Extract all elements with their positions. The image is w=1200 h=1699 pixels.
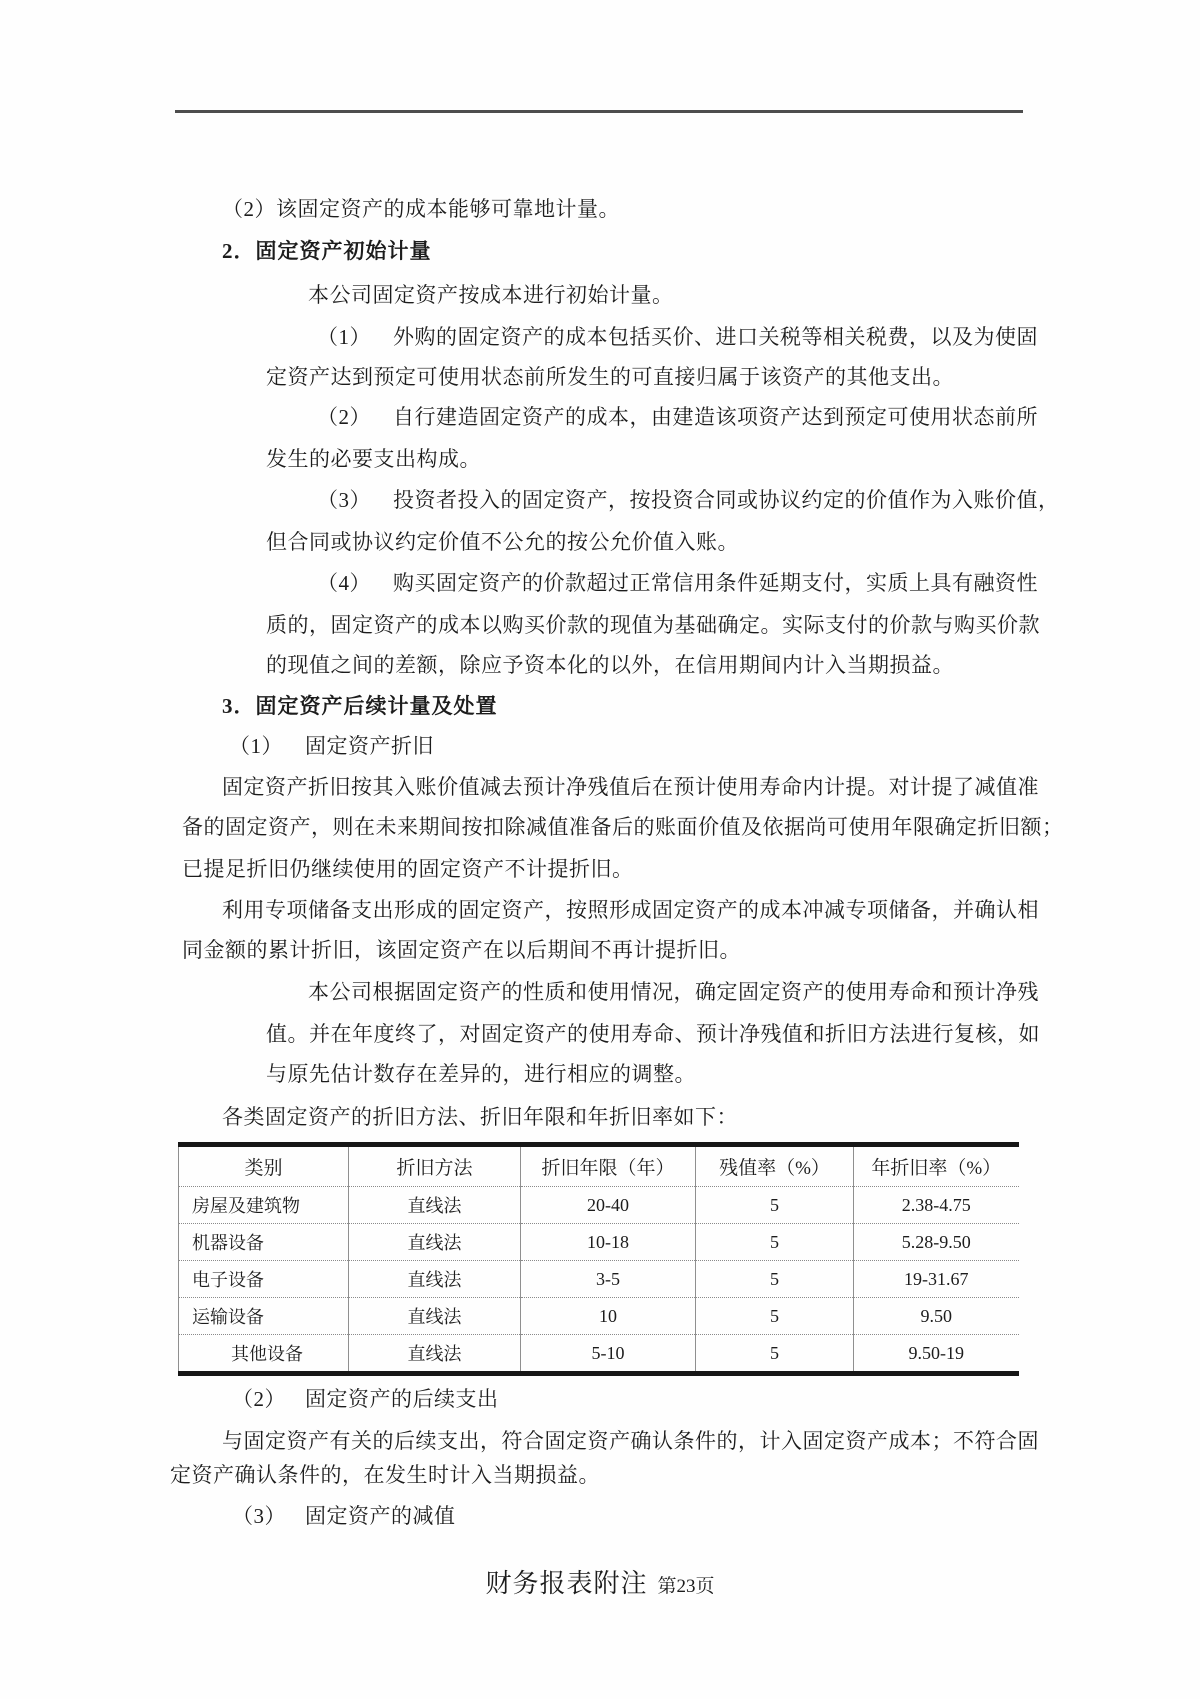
table-cell: 直线法 [349,1187,521,1224]
table-cell: 5 [696,1187,854,1224]
item-text: 购买固定资产的价款超过正常信用条件延期支付，实质上具有融资性 [393,571,1038,595]
table-cell: 其他设备 [179,1335,349,1374]
page-number: 第23页 [657,1576,715,1597]
item-number: （2） [317,405,371,429]
item-text: 固定资产的后续支出 [305,1387,499,1411]
table-cell: 9.50-19 [854,1335,1019,1374]
item-number: （4） [317,571,371,595]
fixed-assets-depreciation-table [178,1142,1019,1376]
paragraph-line: 与原先估计数存在差异的，进行相应的调整。 [266,1062,696,1086]
table-cell: 19-31.67 [854,1261,1019,1298]
table-cell: 房屋及建筑物 [179,1187,349,1224]
paragraph-line: 质的，固定资产的成本以购买价款的现值为基础确定。实际支付的价款与购买价款 [266,613,1040,637]
item-number: （3） [232,1504,286,1528]
table-cell: 5 [696,1261,854,1298]
table-row [179,1298,1019,1335]
paragraph-line: （2）该固定资产的成本能够可靠地计量。 [222,197,620,221]
table-cell: 5 [696,1224,854,1261]
table-cell: 电子设备 [179,1261,349,1298]
table-cell: 3-5 [521,1261,696,1298]
paragraph-line: 但合同或协议约定价值不公允的按公允价值入账。 [266,530,739,554]
item-number: （2） [232,1387,286,1411]
paragraph-line: 与固定资产有关的后续支出，符合固定资产确认条件的，计入固定资产成本；不符合固 [222,1429,1039,1453]
table-cell: 10-18 [521,1224,696,1261]
table-header-row [179,1145,1019,1187]
header-rule [175,110,1023,113]
paragraph-line: 各类固定资产的折旧方法、折旧年限和年折旧率如下： [222,1105,738,1129]
table-cell: 直线法 [349,1298,521,1335]
table-cell: 直线法 [349,1261,521,1298]
paragraph-line: 的现值之间的差额，除应予资本化的以外，在信用期间内计入当期损益。 [266,653,954,677]
item-text: 固定资产折旧 [305,734,434,758]
paragraph-line: 同金额的累计折旧，该固定资产在以后期间不再计提折旧。 [182,938,741,962]
table-cell: 直线法 [349,1335,521,1374]
table-cell: 5.28-9.50 [854,1224,1019,1261]
paragraph-line: 已提足折旧仍继续使用的固定资产不计提折旧。 [182,857,634,881]
item-text: 自行建造固定资产的成本，由建造该项资产达到预定可使用状态前所 [393,405,1038,429]
table-cell: 9.50 [854,1298,1019,1335]
column-header-annual-rate: 年折旧率（%） [871,1158,1002,1179]
table-cell: 机器设备 [179,1224,349,1261]
table-cell: 2.38-4.75 [854,1187,1019,1224]
column-header-years: 折旧年限（年） [521,1145,696,1187]
item-text: 外购的固定资产的成本包括买价、进口关税等相关税费，以及为使固 [393,325,1038,349]
paragraph-line: 值。并在年度终了，对固定资产的使用寿命、预计净残值和折旧方法进行复核，如 [266,1022,1040,1046]
table-cell: 20-40 [521,1187,696,1224]
section-heading: 2．固定资产初始计量 [222,239,432,263]
item-text: 固定资产的减值 [305,1504,456,1528]
table-row [179,1261,1019,1298]
column-header-category: 类别 [179,1145,349,1187]
item-number: （3） [317,488,371,512]
table-cell: 5-10 [521,1335,696,1374]
table-row [179,1224,1019,1261]
table-cell: 运输设备 [179,1298,349,1335]
section-heading: 3．固定资产后续计量及处置 [222,694,498,718]
paragraph-line: 利用专项储备支出形成的固定资产，按照形成固定资产的成本冲减专项储备，并确认相 [222,898,1039,922]
table-row [179,1335,1019,1374]
paragraph-line: 固定资产折旧按其入账价值减去预计净残值后在预计使用寿命内计提。对计提了减值准 [222,775,1039,799]
paragraph-line: 本公司根据固定资产的性质和使用情况，确定固定资产的使用寿命和预计净残 [308,980,1039,1004]
paragraph-line: 本公司固定资产按成本进行初始计量。 [308,283,674,307]
page-footer [0,1563,1200,1600]
item-text: 投资者投入的固定资产，按投资合同或协议约定的价值作为入账价值， [393,488,1060,512]
column-header-method: 折旧方法 [349,1145,521,1187]
table-cell: 5 [696,1335,854,1374]
paragraph-line: 备的固定资产，则在未来期间按扣除减值准备后的账面价值及依据尚可使用年限确定折旧额； [182,815,1064,839]
table-cell: 5 [696,1298,854,1335]
paragraph-line: 定资产确认条件的，在发生时计入当期损益。 [170,1463,600,1487]
paragraph-line: 定资产达到预定可使用状态前所发生的可直接归属于该资产的其他支出。 [266,365,954,389]
table-row [179,1187,1019,1224]
column-header-residual-rate: 残值率（%） [696,1145,854,1187]
item-number: （1） [317,325,371,349]
paragraph-line: 发生的必要支出构成。 [266,447,481,471]
item-number: （1） [229,734,283,758]
table-cell: 直线法 [349,1224,521,1261]
table-cell: 10 [521,1298,696,1335]
footer-title: 财务报表附注 [485,1569,648,1598]
